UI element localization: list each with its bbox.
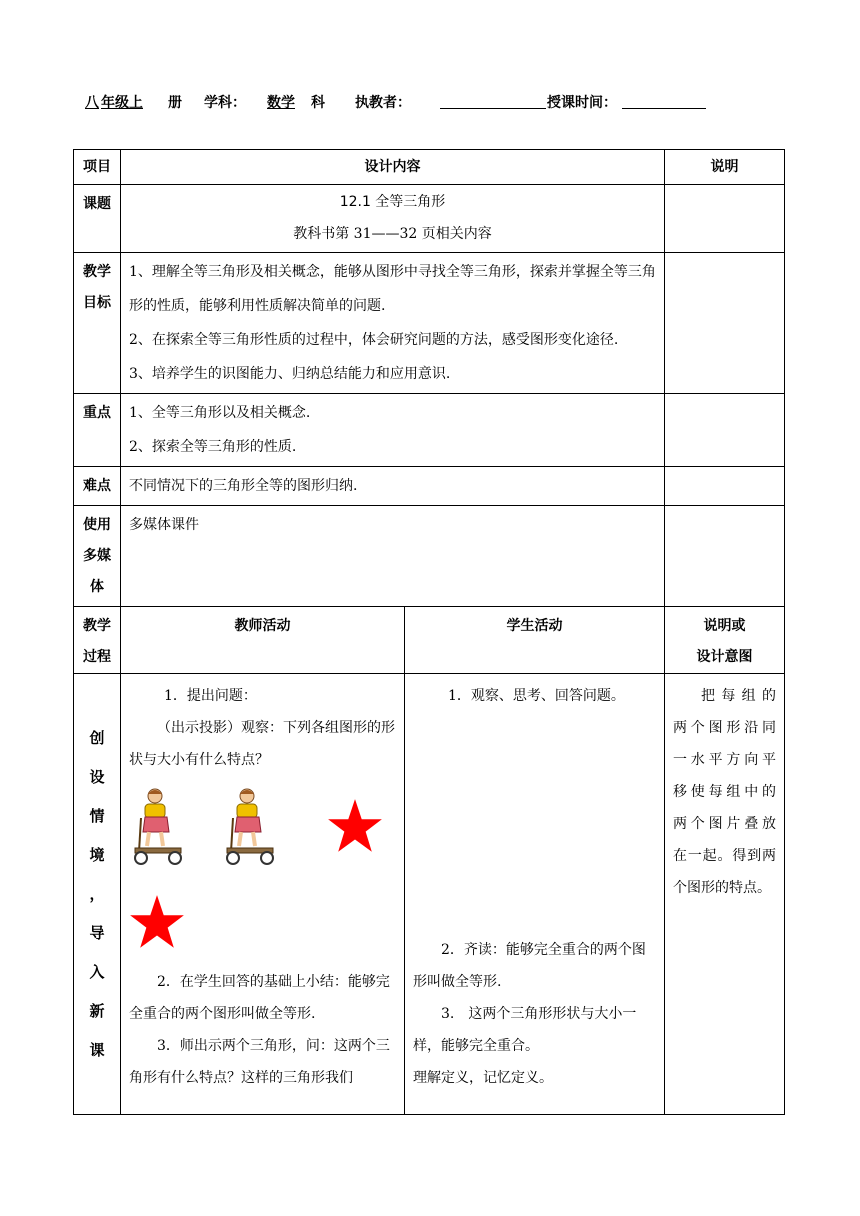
difficulty-label: 难点 <box>74 467 121 506</box>
topic-title: 12.1 全等三角形 <box>339 194 446 210</box>
grade-suffix: 年级上 <box>101 95 143 111</box>
topic-note <box>665 185 785 253</box>
key-item: 2、探索全等三角形的性质. <box>129 439 297 455</box>
media-content: 多媒体课件 <box>121 506 665 607</box>
media-note <box>665 506 785 607</box>
red-star-icon <box>129 894 185 950</box>
child-scooter-icon <box>129 786 191 866</box>
process-label: 教学 过程 <box>74 607 121 674</box>
student-step-1: 1．观察、思考、回答问题。 <box>448 688 625 704</box>
col-note: 说明 <box>665 150 785 185</box>
difficulty-row <box>74 467 785 506</box>
design-intent: 把每组的 两个图形沿同 一水平方向平 移使每组中的 两个图片叠放 在一起。得到两 个图形的特点。 <box>665 674 785 1115</box>
teacher-step-3: 3．师出示两个三角形，问：这两个三角形有什么特点？这样的三角形我们 <box>129 1038 390 1086</box>
lesson-header <box>0 92 860 114</box>
student-step-4: 理解定义，记忆定义。 <box>413 1070 553 1086</box>
key-note <box>665 394 785 467</box>
teacher-label: 执教者： <box>355 95 411 111</box>
time-blank <box>622 108 706 109</box>
volume: 册 <box>168 95 182 111</box>
difficulty-content: 不同情况下的三角形全等的图形归纳. <box>121 467 665 506</box>
goals-content <box>121 253 665 394</box>
stage-label: 创 设 情 境 ， 导 入 新 课 <box>74 674 121 1115</box>
topic-content <box>121 185 665 253</box>
goals-label: 教学 目标 <box>74 253 121 394</box>
header-row <box>74 150 785 185</box>
goal-item: 2、在探索全等三角形性质的过程中，体会研究问题的方法，感受图形变化途径. <box>129 332 619 348</box>
goal-item: 3、培养学生的识图能力、归纳总结能力和应用意识. <box>129 366 451 382</box>
student-step-3: 3. 这两个三角形形状与大小一样，能够完全重合。 <box>413 1006 637 1054</box>
col-content: 设计内容 <box>121 150 665 185</box>
grade: 八 <box>85 95 99 111</box>
child-scooter-icon <box>221 786 283 866</box>
key-label: 重点 <box>74 394 121 467</box>
topic-row <box>74 185 785 253</box>
difficulty-note <box>665 467 785 506</box>
key-row <box>74 394 785 467</box>
intro-stage-row <box>74 674 785 1115</box>
subject-value: 数学 <box>267 95 295 111</box>
media-row <box>74 506 785 607</box>
media-label: 使用 多媒 体 <box>74 506 121 607</box>
teacher-activity-header: 教师活动 <box>121 607 405 674</box>
teacher-blank <box>440 108 546 109</box>
student-activity-header: 学生活动 <box>405 607 665 674</box>
time-label: 授课时间： <box>547 95 617 111</box>
student-step-2: 2．齐读：能够完全重合的两个图形叫做全等形. <box>413 942 646 990</box>
lesson-plan-table <box>73 149 785 1115</box>
teacher-step-2: 2．在学生回答的基础上小结：能够完全重合的两个图形叫做全等形. <box>129 974 390 1022</box>
goals-row <box>74 253 785 394</box>
goal-item: 1、理解全等三角形及相关概念，能够从图形中寻找全等三角形，探索并掌握全等三角形的性质，能够利用性质解决简单的问题. <box>129 264 656 314</box>
subject-suffix: 科 <box>311 95 325 111</box>
key-content <box>121 394 665 467</box>
red-star-icon <box>327 798 383 854</box>
figure-groups <box>129 776 398 966</box>
col-item: 项目 <box>74 150 121 185</box>
teacher-activity <box>121 674 405 1115</box>
goals-note <box>665 253 785 394</box>
topic-label: 课题 <box>74 185 121 253</box>
teacher-step-1b: （出示投影）观察：下列各组图形的形状与大小有什么特点？ <box>129 720 395 768</box>
key-item: 1、全等三角形以及相关概念. <box>129 405 311 421</box>
student-activity <box>405 674 665 1115</box>
topic-reference: 教科书第 31——32 页相关内容 <box>293 226 492 242</box>
design-note-header: 说明或 设计意图 <box>665 607 785 674</box>
teacher-step-1: 1．提出问题： <box>164 688 257 704</box>
subject-label: 学科： <box>204 95 246 111</box>
process-header-row <box>74 607 785 674</box>
